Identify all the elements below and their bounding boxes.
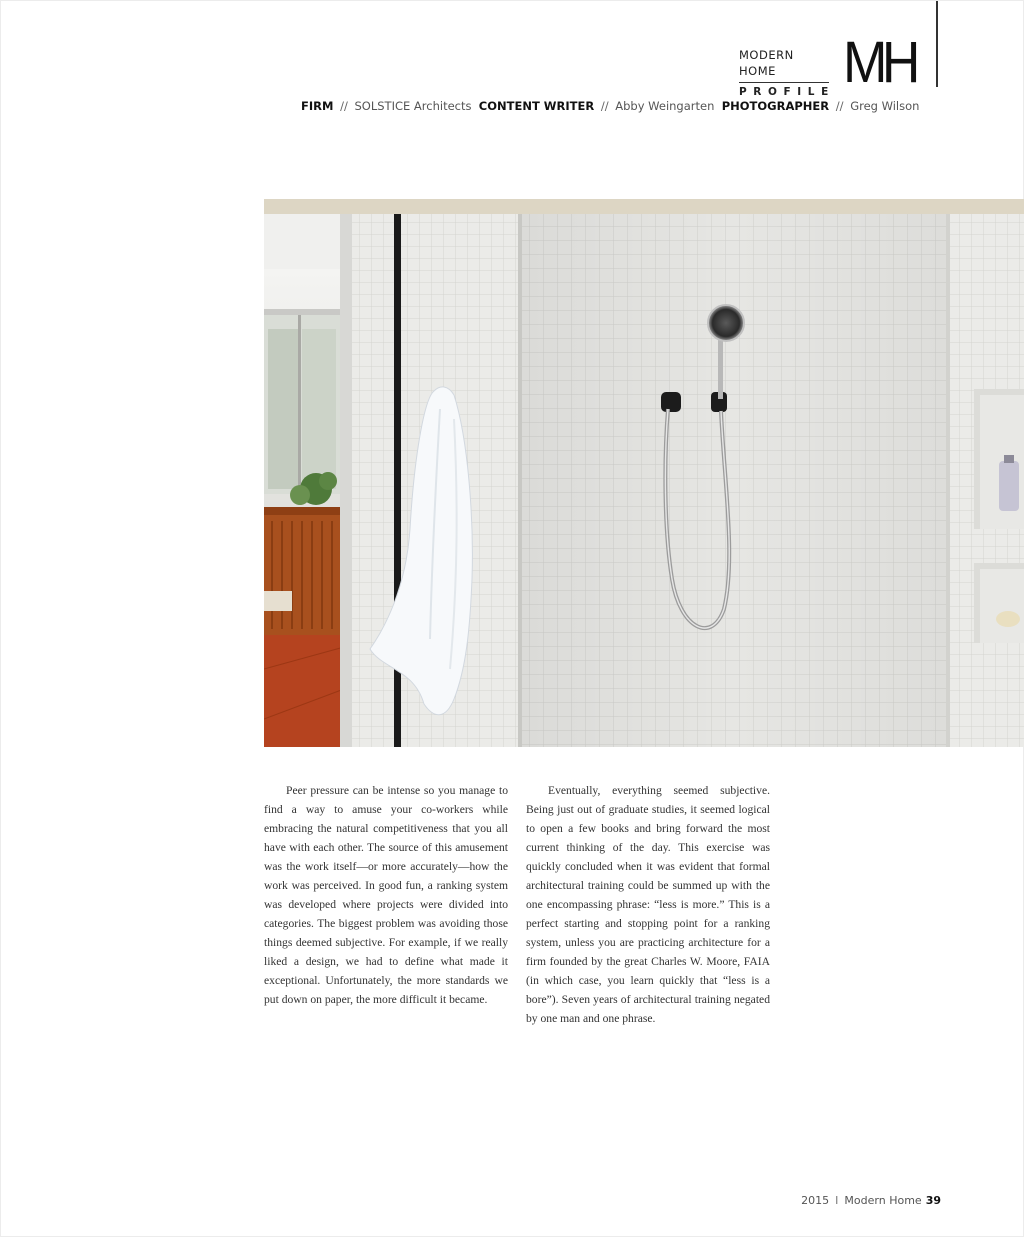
credits-separator: // <box>600 99 609 113</box>
masthead-rule <box>936 1 938 87</box>
credits-separator: // <box>835 99 844 113</box>
article-column-left <box>264 781 508 1009</box>
niche-wall <box>950 214 1024 747</box>
article-column-right <box>526 781 770 1028</box>
masthead-line-2: PROFILE <box>739 86 835 98</box>
firm-value: SOLSTICE Architects <box>354 99 472 113</box>
bathroom-shower-photo <box>264 199 1024 747</box>
wall-edge <box>340 214 352 747</box>
photographer-value: Greg Wilson <box>850 99 920 113</box>
credits-line <box>301 97 918 115</box>
masthead-line-1: MODERN HOME <box>739 47 829 83</box>
page-footer <box>701 1193 941 1209</box>
page-number: 39 <box>925 1194 941 1207</box>
mh-logo: MH <box>843 30 915 95</box>
writer-value: Abby Weingarten <box>615 99 715 113</box>
footer-divider: I <box>835 1194 839 1207</box>
writer-label: CONTENT WRITER <box>478 99 595 113</box>
credits-separator: // <box>340 99 348 113</box>
firm-label: FIRM <box>301 99 334 113</box>
beige-band <box>264 199 1024 214</box>
adjacent-room <box>264 214 344 747</box>
footer-year: 2015 <box>801 1194 830 1207</box>
masthead-section-label <box>739 47 835 101</box>
article-paragraph: Peer pressure can be intense so you manage to find a way to amuse your co-workers while embracing the natural competitiveness that you all have with each other. The source of this amusement was the work itself—or more accurately—how the work was perceived. In good fun, a ranking system was developed where projects were divided into categories. The biggest problem was avoiding those things deemed subjective. For example, if we really liked a design, we had to define what made it exceptional. Unfortunately, the more standards we put down on paper, the more difficult it became. <box>264 784 508 1006</box>
footer-publication: Modern Home <box>844 1194 922 1207</box>
photographer-label: PHOTOGRAPHER <box>721 99 830 113</box>
article-paragraph: Eventually, everything seemed subjective. Being just out of graduate studies, it seemed logical to open a few books and bring forward the most current thinking of the day. This exercise was quickly concluded when it was evident that formal architectural training could be summed up with the one encompassing phrase: “less is more.” This is a perfect starting and stopping point for a ranking system, unless you are practicing architecture for a firm founded by the great Charles W. Moore, FAIA (in which case, you learn quickly that “less is a bore”). Seven years of architectural training negated by one man and one phrase. <box>526 784 770 1025</box>
